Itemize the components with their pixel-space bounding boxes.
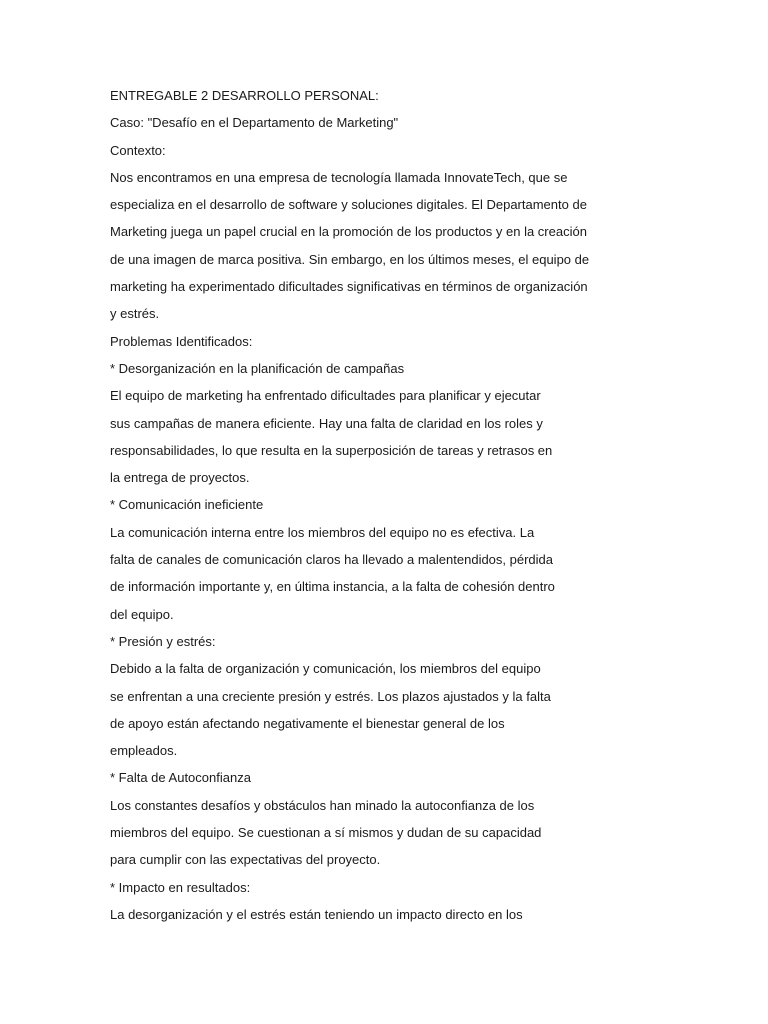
paragraph-line: de apoyo están afectando negativamente el bienestar general de los xyxy=(110,715,505,731)
paragraph-line: Los constantes desafíos y obstáculos han minado la autoconfianza de los xyxy=(110,797,535,813)
paragraph-line: la entrega de proyectos. xyxy=(110,470,250,486)
paragraph-line: La comunicación interna entre los miembros del equipo no es efectiva. La xyxy=(110,524,535,540)
document-title: ENTREGABLE 2 DESARROLLO PERSONAL: xyxy=(110,88,379,103)
bullet-heading: * Desorganización en la planificación de campañas xyxy=(110,360,405,376)
bullet-heading: * Comunicación ineficiente xyxy=(110,497,264,513)
section-heading-contexto: Contexto: xyxy=(110,142,166,158)
paragraph-line: Debido a la falta de organización y comunicación, los miembros del equipo xyxy=(110,661,541,677)
paragraph-line: responsabilidades, lo que resulta en la superposición de tareas y retrasos en xyxy=(110,442,553,458)
paragraph-line: marketing ha experimentado dificultades significativas en términos de organización xyxy=(110,279,588,295)
paragraph-line: de una imagen de marca positiva. Sin embargo, en los últimos meses, el equipo de xyxy=(110,251,590,267)
paragraph-line: de información importante y, en última instancia, a la falta de cohesión dentro xyxy=(110,579,555,595)
paragraph-line: se enfrentan a una creciente presión y estrés. Los plazos ajustados y la falta xyxy=(110,688,551,704)
paragraph-line: y estrés. xyxy=(110,306,160,322)
paragraph-line: empleados. xyxy=(110,743,178,759)
paragraph-line: para cumplir con las expectativas del proyecto. xyxy=(110,852,381,868)
paragraph-line: Nos encontramos en una empresa de tecnología llamada InnovateTech, que se xyxy=(110,169,568,185)
paragraph-line: sus campañas de manera eficiente. Hay una falta de claridad en los roles y xyxy=(110,415,543,431)
bullet-heading: * Impacto en resultados: xyxy=(110,879,251,895)
paragraph-line: especializa en el desarrollo de software y soluciones digitales. El Departamento de xyxy=(110,197,587,213)
paragraph-line: Marketing juega un papel crucial en la promoción de los productos y en la creación xyxy=(110,224,587,240)
case-title: Caso: "Desafío en el Departamento de Marketing" xyxy=(110,115,399,131)
section-heading-problemas: Problemas Identificados: xyxy=(110,333,253,349)
paragraph-line: falta de canales de comunicación claros ha llevado a malentendidos, pérdida xyxy=(110,552,554,568)
paragraph-line: El equipo de marketing ha enfrentado dificultades para planificar y ejecutar xyxy=(110,388,541,404)
paragraph-line: La desorganización y el estrés están teniendo un impacto directo en los xyxy=(110,906,523,922)
bullet-heading: * Falta de Autoconfianza xyxy=(110,770,251,786)
document-body xyxy=(110,82,710,928)
paragraph-line: del equipo. xyxy=(110,606,174,622)
bullet-heading: * Presión y estrés: xyxy=(110,633,216,649)
paragraph-line: miembros del equipo. Se cuestionan a sí mismos y dudan de su capacidad xyxy=(110,825,542,841)
